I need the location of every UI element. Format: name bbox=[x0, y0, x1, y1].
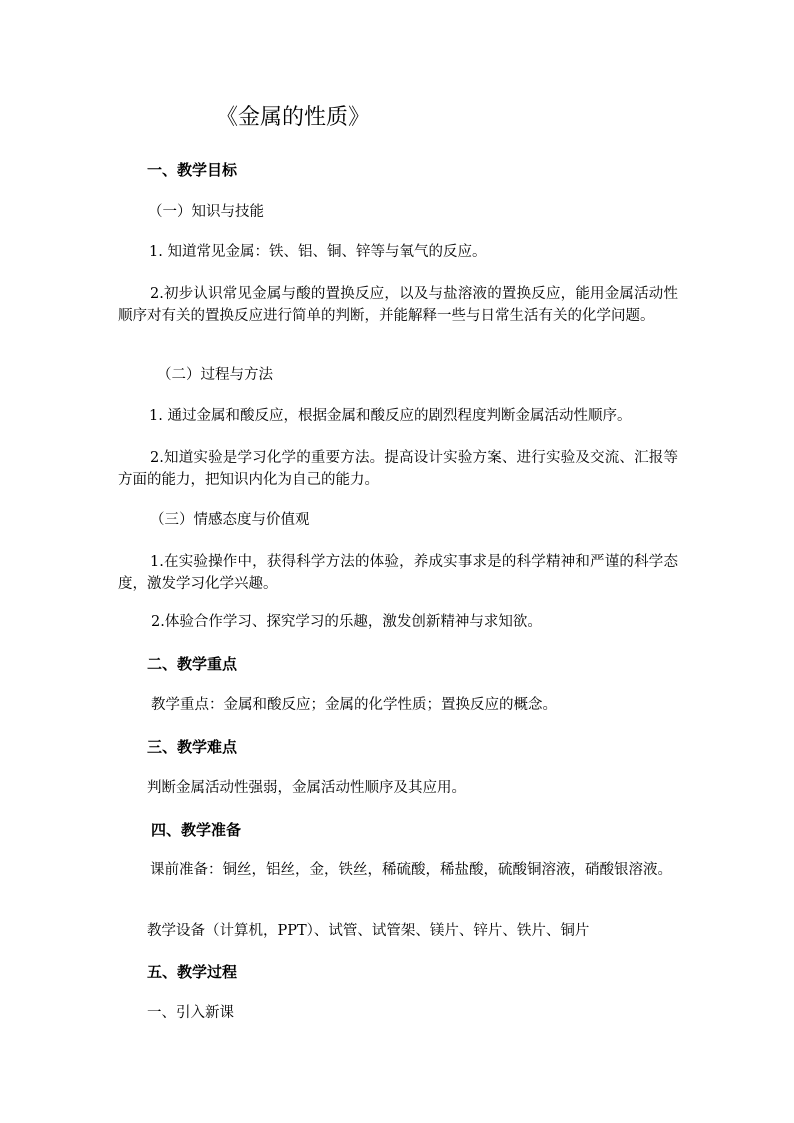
paragraph: 2.初步认识常见金属与酸的置换反应，以及与盐溶液的置换反应，能用金属活动性顺序对有关的置换反应进行简单的判断，并能解释一些与日常生活有关的化学问题。 bbox=[118, 286, 678, 324]
subsection-process-methods: （二）过程与方法 bbox=[157, 367, 273, 383]
paragraph: 1.在实验操作中，获得科学方法的体验，养成实事求是的科学精神和严谨的科学态度，激发学习化学兴趣。 bbox=[118, 554, 678, 592]
subsection-knowledge-skills: （一）知识与技能 bbox=[148, 204, 264, 220]
section-heading-objectives: 一、教学目标 bbox=[147, 161, 238, 179]
paragraph: 课前准备：铜丝，铝丝，金，铁丝，稀硫酸，稀盐酸，硫酸铜溶液，硝酸银溶液。 bbox=[150, 862, 672, 878]
subsection-introduction: 一、引入新课 bbox=[147, 1005, 234, 1021]
paragraph: 教学重点：金属和酸反应；金属的化学性质；置换反应的概念。 bbox=[151, 697, 557, 713]
section-heading-difficulties: 三、教学难点 bbox=[147, 738, 238, 756]
paragraph: 判断金属活动性强弱，金属活动性顺序及其应用。 bbox=[147, 780, 466, 796]
section-heading-preparation: 四、教学准备 bbox=[151, 821, 242, 839]
paragraph: 教学设备（计算机，PPT）、试管、试管架、镁片、锌片、铁片、铜片 bbox=[147, 923, 590, 939]
section-heading-process: 五、教学过程 bbox=[147, 963, 238, 981]
paragraph: 2.体验合作学习、探究学习的乐趣，激发创新精神与求知欲。 bbox=[151, 614, 542, 630]
section-heading-key-points: 二、教学重点 bbox=[147, 655, 238, 673]
paragraph: 1. 知道常见金属：铁、铝、铜、锌等与氧气的反应。 bbox=[149, 244, 487, 260]
paragraph: 1. 通过金属和酸反应，根据金属和酸反应的剧烈程度判断金属活动性顺序。 bbox=[149, 408, 632, 424]
paragraph: 2.知道实验是学习化学的重要方法。提高设计实验方案、进行实验及交流、汇报等方面的能力，把知识内化为自己的能力。 bbox=[118, 450, 678, 488]
document-title: 《金属的性质》 bbox=[216, 105, 371, 130]
subsection-attitudes-values: （三）情感态度与价值观 bbox=[150, 512, 310, 528]
